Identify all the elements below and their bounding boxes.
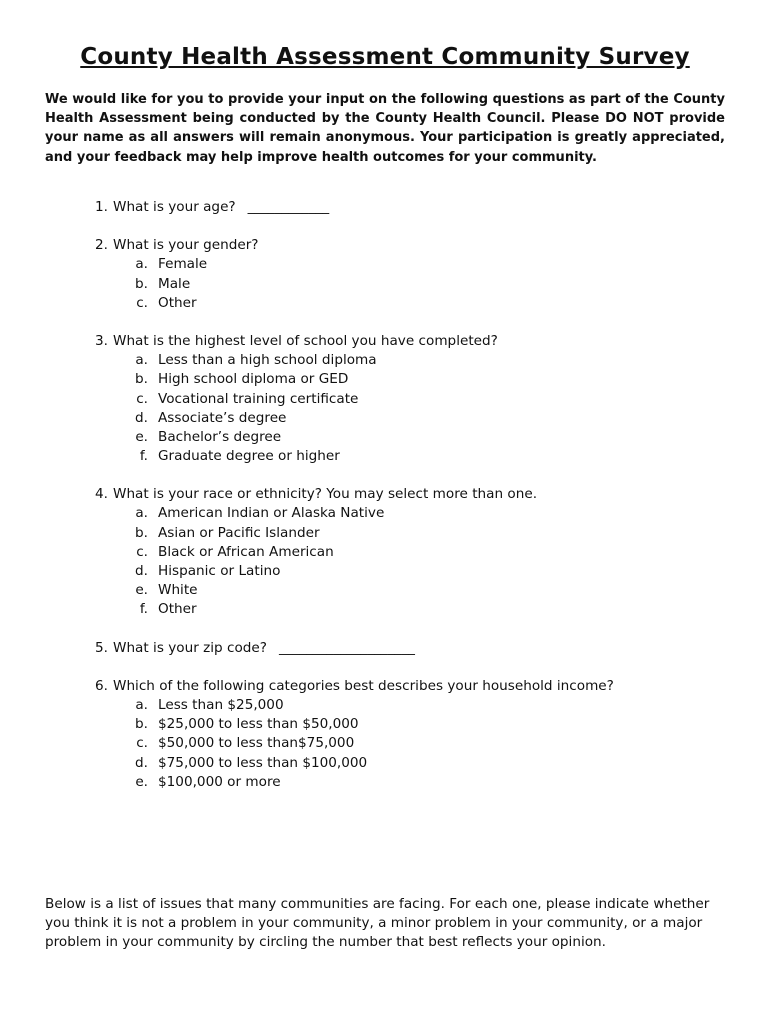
answer-option[interactable] <box>0 581 770 600</box>
option-text: Vocational training certificate <box>158 390 359 407</box>
option-text: American Indian or Alaska Native <box>158 505 385 522</box>
option-text: Associate’s degree <box>158 409 287 426</box>
option-text: Other <box>158 601 197 618</box>
question-number: 5. <box>95 639 108 656</box>
option-text: Less than $25,000 <box>158 696 284 713</box>
option-text: Bachelor’s degree <box>158 428 282 445</box>
option-text: Graduate degree or higher <box>158 448 340 465</box>
intro-paragraph: We would like for you to provide your input on the following questions as part of the County Health Assessment being conducted by the County Health Council. Please DO NOT provide your name as all answers will remain anonymous. Your participation is greatly appreciated, and your feedback may help improve health outcomes for your community. <box>45 92 725 165</box>
question-number: 3. <box>95 332 108 349</box>
answer-option[interactable] <box>0 390 770 409</box>
answer-option[interactable] <box>0 600 770 619</box>
option-text: High school diploma or GED <box>158 371 349 388</box>
option-letter: c. <box>136 294 148 311</box>
option-text: Other <box>158 294 197 311</box>
option-text: $50,000 to less than$75,000 <box>158 735 355 752</box>
answer-blank-zip[interactable]: ____________________ <box>278 639 415 656</box>
option-letter: e. <box>135 428 148 445</box>
question-text: What is your zip code? <box>113 639 267 656</box>
answer-option[interactable] <box>0 562 770 581</box>
option-letter: d. <box>135 754 148 771</box>
closing-paragraph: Below is a list of issues that many communities are facing. For each one, please indicate whether you think it is not a problem in your community, a minor problem in your community, or a major problem in your community by circling the number that best reflects your opinion. <box>45 896 710 951</box>
option-text: White <box>158 582 198 599</box>
option-text: Less than a high school diploma <box>158 352 377 369</box>
option-letter: b. <box>135 371 148 388</box>
option-letter: d. <box>135 563 148 579</box>
answer-option[interactable] <box>0 504 770 523</box>
question-1 <box>0 198 770 217</box>
answer-option[interactable] <box>0 715 770 734</box>
answer-option[interactable] <box>0 696 770 715</box>
answer-option[interactable] <box>0 409 770 428</box>
answer-option[interactable] <box>0 428 770 447</box>
answer-option[interactable] <box>0 543 770 562</box>
answer-option[interactable] <box>0 351 770 370</box>
page-title: County Health Assessment Community Survey <box>80 44 690 70</box>
option-text: Black or African American <box>158 543 334 560</box>
question-number: 6. <box>95 677 108 694</box>
option-text: $100,000 or more <box>158 773 281 790</box>
answer-blank-age[interactable]: ____________ <box>247 199 330 215</box>
question-5 <box>0 639 770 658</box>
answer-option[interactable] <box>0 524 770 543</box>
option-text: Female <box>158 256 208 273</box>
question-6 <box>0 677 770 792</box>
option-letter: a. <box>135 696 148 713</box>
option-text: Hispanic or Latino <box>158 563 281 579</box>
option-letter: c. <box>136 543 148 560</box>
answer-option[interactable] <box>0 370 770 389</box>
answer-option[interactable] <box>0 754 770 773</box>
option-letter: c. <box>136 390 148 407</box>
question-text: Which of the following categories best describes your household income? <box>113 677 614 694</box>
question-list <box>0 198 770 811</box>
question-3 <box>0 332 770 466</box>
option-letter: b. <box>135 275 148 292</box>
answer-option[interactable] <box>0 294 770 313</box>
option-letter: f. <box>139 448 148 465</box>
option-text: $75,000 to less than $100,000 <box>158 754 368 771</box>
question-4 <box>0 485 770 619</box>
question-2 <box>0 236 770 313</box>
option-letter: e. <box>135 582 148 599</box>
question-text: What is your gender? <box>113 237 259 254</box>
question-number: 2. <box>95 237 108 254</box>
question-text: What is your race or ethnicity? You may select more than one. <box>113 486 538 503</box>
option-text: Male <box>158 275 191 292</box>
option-letter: d. <box>135 409 148 426</box>
option-letter: b. <box>135 716 148 733</box>
answer-option[interactable] <box>0 275 770 294</box>
answer-option[interactable] <box>0 734 770 753</box>
option-letter: c. <box>136 735 148 752</box>
question-text: What is your age? <box>113 199 236 215</box>
answer-option[interactable] <box>0 447 770 466</box>
option-letter: e. <box>135 773 148 790</box>
option-text: Asian or Pacific Islander <box>158 524 320 541</box>
option-text: $25,000 to less than $50,000 <box>158 716 359 733</box>
question-text: What is the highest level of school you have completed? <box>113 332 498 349</box>
option-letter: a. <box>135 505 148 522</box>
option-letter: a. <box>135 256 148 273</box>
question-number: 4. <box>95 486 108 503</box>
option-letter: b. <box>135 524 148 541</box>
answer-option[interactable] <box>0 255 770 274</box>
option-letter: a. <box>135 352 148 369</box>
option-letter: f. <box>139 601 148 618</box>
answer-option[interactable] <box>0 773 770 792</box>
question-number: 1. <box>95 199 108 215</box>
